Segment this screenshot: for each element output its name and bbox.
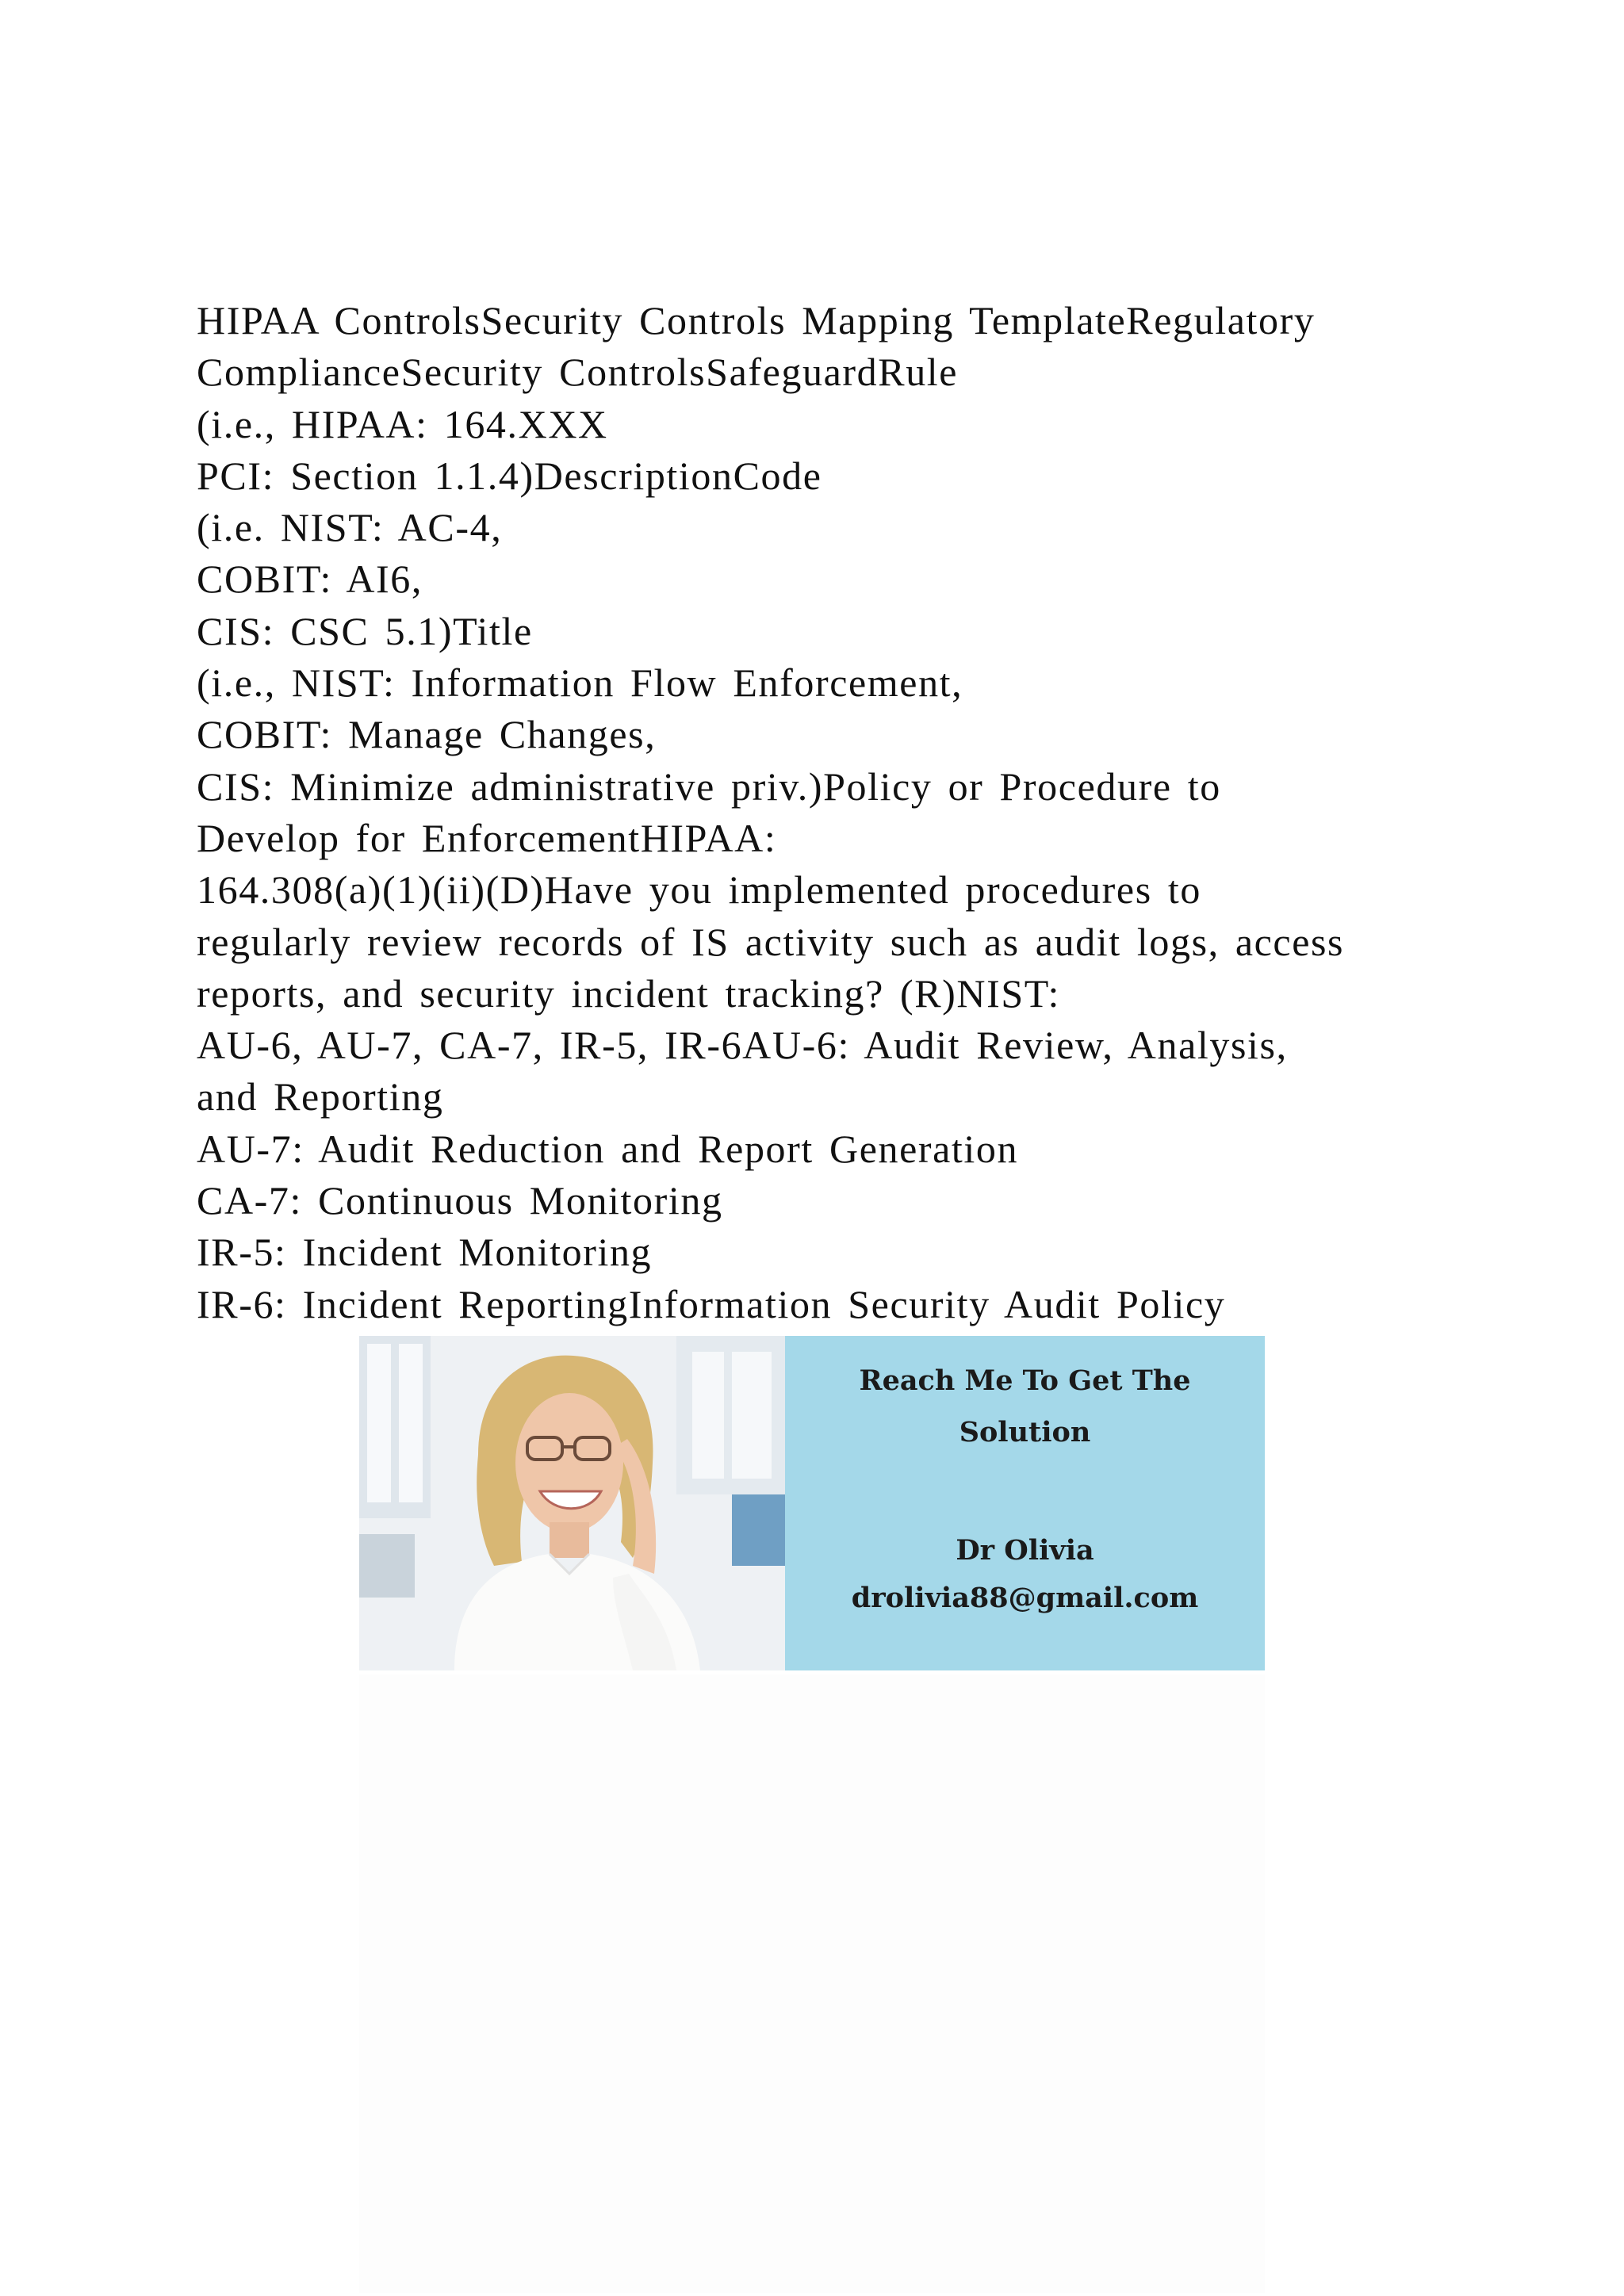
text-line: IR-5: Incident Monitoring	[197, 1230, 653, 1275]
text-line: regularly review records of IS activity such as audit logs, access	[197, 919, 1345, 964]
text-line: CA-7: Continuous Monitoring	[197, 1178, 723, 1223]
text-line: IR-6: Incident ReportingInformation Security Audit Policy	[197, 1281, 1226, 1326]
contact-panel	[785, 1336, 1265, 1670]
text-line: PCI: Section 1.1.4)DescriptionCode	[197, 453, 822, 498]
text-line: CIS: CSC 5.1)Title	[197, 608, 533, 653]
text-line: CIS: Minimize administrative priv.)Policy or Procedure to	[197, 763, 1221, 809]
text-line: and Reporting	[197, 1074, 444, 1119]
text-line: AU-7: Audit Reduction and Report Generation	[197, 1126, 1019, 1171]
text-line: Develop for EnforcementHIPAA:	[197, 815, 777, 860]
woman-portrait-illustration	[359, 1336, 785, 1670]
document-body-text	[197, 295, 1434, 1330]
woman-photo	[359, 1336, 785, 1670]
contact-name: Dr Olivia	[956, 1534, 1094, 1567]
text-line: COBIT: Manage Changes,	[197, 712, 657, 757]
text-line: ComplianceSecurity ControlsSafeguardRule	[197, 350, 959, 395]
contact-banner	[359, 1336, 1265, 1670]
text-line: COBIT: AI6,	[197, 557, 423, 602]
text-line: AU-6, AU-7, CA-7, IR-5, IR-6AU-6: Audit Review, Analysis,	[197, 1023, 1288, 1068]
contact-heading-line1: Reach Me To Get The	[859, 1364, 1191, 1397]
text-line: (i.e., NIST: Information Flow Enforcement,	[197, 660, 963, 706]
text-line: (i.e., HIPAA: 164.XXX	[197, 401, 608, 446]
text-line: (i.e. NIST: AC-4,	[197, 505, 503, 550]
contact-heading-line2: Solution	[959, 1416, 1091, 1448]
blank-page-area	[359, 1674, 1265, 2293]
text-line: HIPAA ControlsSecurity Controls Mapping TemplateRegulatory	[197, 298, 1316, 342]
text-line: 164.308(a)(1)(ii)(D)Have you implemented procedures to	[197, 867, 1201, 913]
contact-email: drolivia88@gmail.com	[851, 1582, 1199, 1614]
text-line: reports, and security incident tracking? (R)NIST:	[197, 970, 1060, 1016]
